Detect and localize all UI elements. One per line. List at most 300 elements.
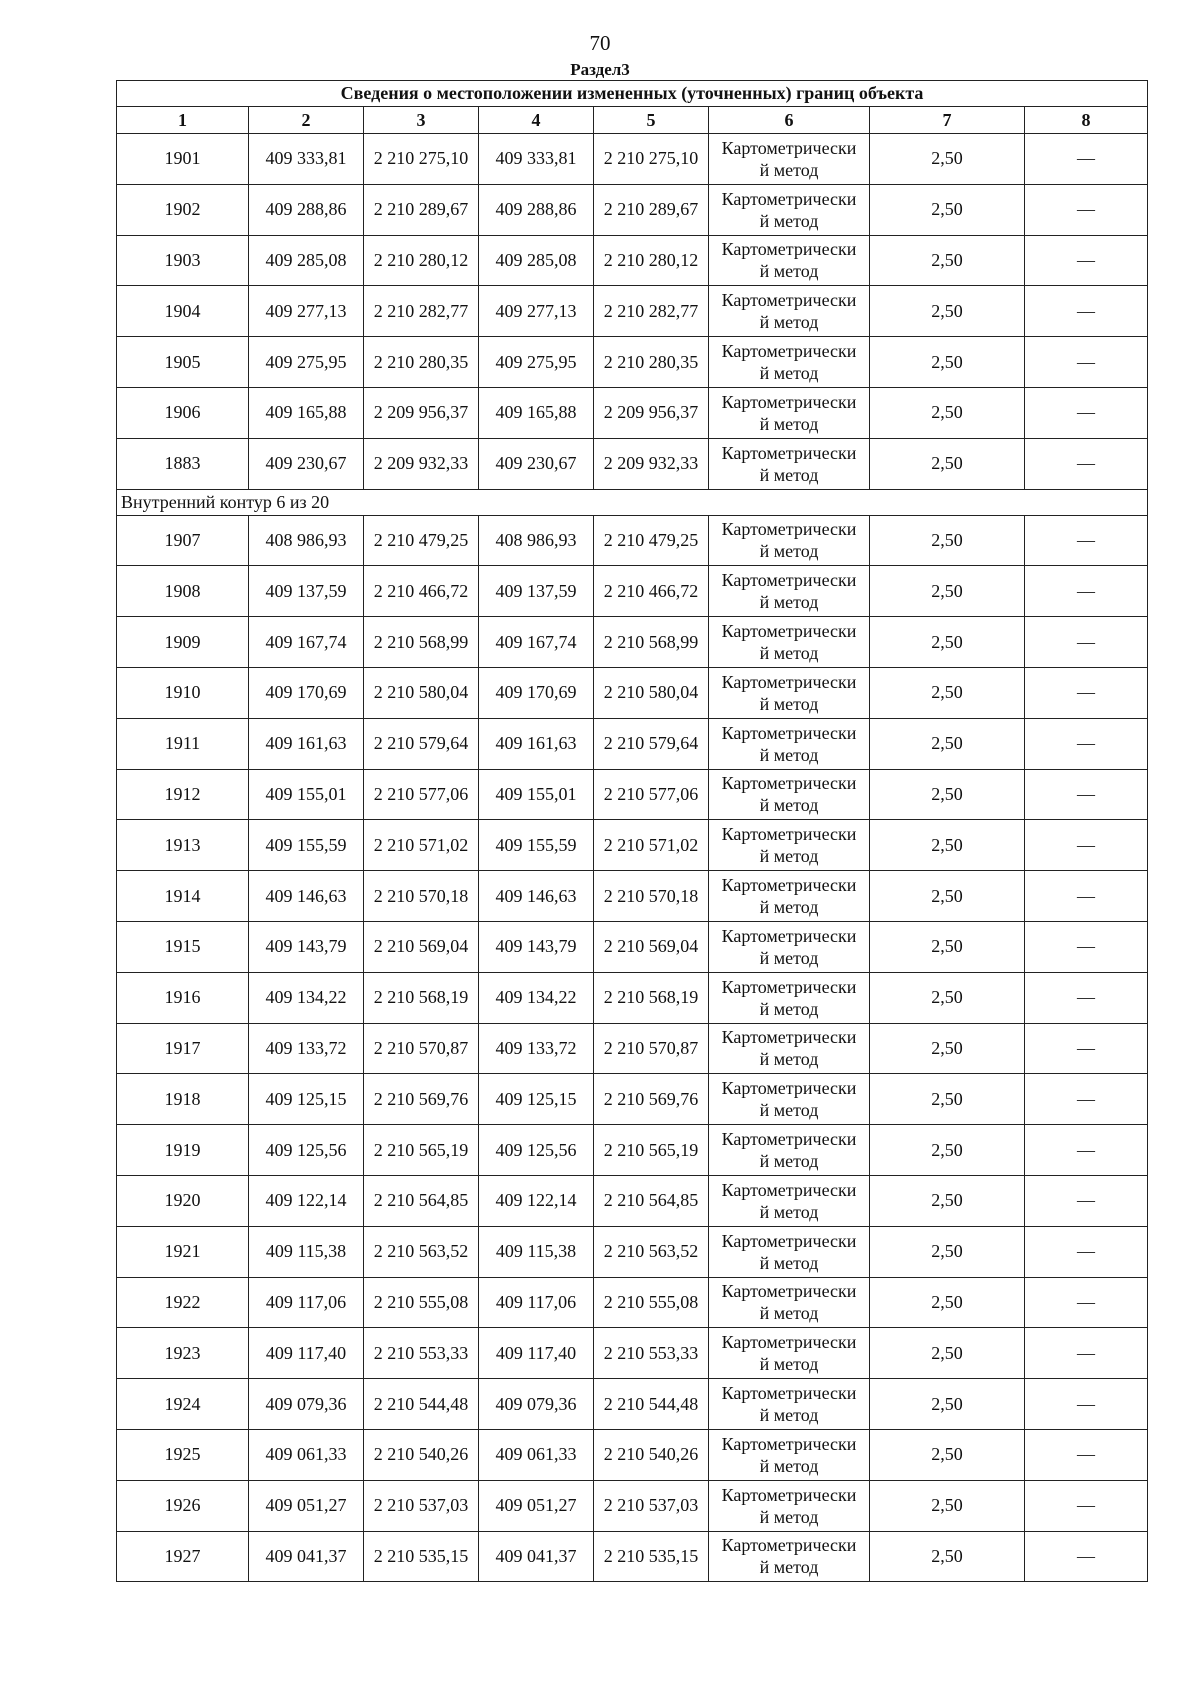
point-number-cell: 1905 <box>117 337 249 388</box>
precision-cell: 2,50 <box>870 515 1025 566</box>
method-cell <box>709 1379 870 1430</box>
method-line-2: й метод <box>759 1201 819 1222</box>
y-new-cell: 2 210 568,19 <box>594 972 709 1023</box>
x-new-cell: 409 117,06 <box>479 1277 594 1328</box>
method-line-2: й метод <box>759 1100 819 1121</box>
x-old-cell: 409 333,81 <box>249 134 364 185</box>
method-line-2: й метод <box>759 1557 819 1578</box>
table-row <box>117 1074 1148 1125</box>
table-row <box>117 921 1148 972</box>
point-number-cell: 1925 <box>117 1429 249 1480</box>
point-number-cell: 1919 <box>117 1125 249 1176</box>
coordinates-table <box>116 80 1148 1582</box>
y-old-cell: 2 210 565,19 <box>364 1125 479 1176</box>
method-cell <box>709 718 870 769</box>
y-old-cell: 2 210 479,25 <box>364 515 479 566</box>
x-new-cell: 409 333,81 <box>479 134 594 185</box>
method-line-1: Картометрически <box>721 188 857 209</box>
y-new-cell: 2 210 571,02 <box>594 820 709 871</box>
method-line-1: Картометрически <box>721 1383 857 1404</box>
contour-row <box>117 489 1148 515</box>
method-line-1: Картометрически <box>721 722 857 743</box>
method-line-2: й метод <box>759 1354 819 1375</box>
y-old-cell: 2 210 280,35 <box>364 337 479 388</box>
method-cell <box>709 566 870 617</box>
precision-cell: 2,50 <box>870 871 1025 922</box>
y-new-cell: 2 210 275,10 <box>594 134 709 185</box>
x-new-cell: 409 041,37 <box>479 1531 594 1582</box>
method-cell <box>709 337 870 388</box>
column-number-1: 1 <box>117 107 249 134</box>
empty-mark-cell: — <box>1025 235 1148 286</box>
y-new-cell: 2 210 555,08 <box>594 1277 709 1328</box>
precision-cell: 2,50 <box>870 617 1025 668</box>
method-cell <box>709 1125 870 1176</box>
y-new-cell: 2 210 565,19 <box>594 1125 709 1176</box>
x-new-cell: 409 230,67 <box>479 438 594 489</box>
x-old-cell: 409 117,06 <box>249 1277 364 1328</box>
y-new-cell: 2 210 280,12 <box>594 235 709 286</box>
empty-mark-cell: — <box>1025 1379 1148 1430</box>
x-old-cell: 409 275,95 <box>249 337 364 388</box>
x-new-cell: 409 155,01 <box>479 769 594 820</box>
precision-cell: 2,50 <box>870 184 1025 235</box>
method-line-2: й метод <box>759 1405 819 1426</box>
y-old-cell: 2 210 579,64 <box>364 718 479 769</box>
x-new-cell: 409 288,86 <box>479 184 594 235</box>
method-line-2: й метод <box>759 1455 819 1476</box>
y-old-cell: 2 210 580,04 <box>364 667 479 718</box>
x-old-cell: 409 170,69 <box>249 667 364 718</box>
x-old-cell: 409 125,15 <box>249 1074 364 1125</box>
method-cell <box>709 1277 870 1328</box>
x-old-cell: 409 167,74 <box>249 617 364 668</box>
empty-mark-cell: — <box>1025 387 1148 438</box>
y-old-cell: 2 210 537,03 <box>364 1480 479 1531</box>
y-old-cell: 2 209 956,37 <box>364 387 479 438</box>
precision-cell: 2,50 <box>870 769 1025 820</box>
method-line-1: Картометрически <box>721 239 857 260</box>
column-number-5: 5 <box>594 107 709 134</box>
method-cell <box>709 921 870 972</box>
x-old-cell: 409 125,56 <box>249 1125 364 1176</box>
x-old-cell: 409 146,63 <box>249 871 364 922</box>
table-row <box>117 515 1148 566</box>
x-new-cell: 409 134,22 <box>479 972 594 1023</box>
x-new-cell: 409 122,14 <box>479 1175 594 1226</box>
table-row <box>117 134 1148 185</box>
x-new-cell: 409 079,36 <box>479 1379 594 1430</box>
method-line-1: Картометрически <box>721 519 857 540</box>
method-cell <box>709 769 870 820</box>
method-line-2: й метод <box>759 643 819 664</box>
y-old-cell: 2 210 569,76 <box>364 1074 479 1125</box>
empty-mark-cell: — <box>1025 515 1148 566</box>
precision-cell: 2,50 <box>870 1175 1025 1226</box>
y-old-cell: 2 210 275,10 <box>364 134 479 185</box>
method-line-2: й метод <box>759 693 819 714</box>
x-old-cell: 409 115,38 <box>249 1226 364 1277</box>
empty-mark-cell: — <box>1025 972 1148 1023</box>
point-number-cell: 1911 <box>117 718 249 769</box>
method-line-2: й метод <box>759 846 819 867</box>
table-row <box>117 1480 1148 1531</box>
point-number-cell: 1908 <box>117 566 249 617</box>
y-new-cell: 2 210 569,76 <box>594 1074 709 1125</box>
point-number-cell: 1913 <box>117 820 249 871</box>
method-cell <box>709 515 870 566</box>
point-number-cell: 1907 <box>117 515 249 566</box>
precision-cell: 2,50 <box>870 1379 1025 1430</box>
x-new-cell: 409 143,79 <box>479 921 594 972</box>
method-line-1: Картометрически <box>721 1230 857 1251</box>
y-new-cell: 2 210 282,77 <box>594 286 709 337</box>
method-cell <box>709 286 870 337</box>
x-new-cell: 409 051,27 <box>479 1480 594 1531</box>
method-line-2: й метод <box>759 541 819 562</box>
x-new-cell: 408 986,93 <box>479 515 594 566</box>
method-cell <box>709 667 870 718</box>
y-new-cell: 2 210 570,18 <box>594 871 709 922</box>
x-new-cell: 409 125,15 <box>479 1074 594 1125</box>
method-cell <box>709 1226 870 1277</box>
method-line-2: й метод <box>759 210 819 231</box>
table-row <box>117 1429 1148 1480</box>
table-row <box>117 1125 1148 1176</box>
table-row <box>117 566 1148 617</box>
y-old-cell: 2 210 577,06 <box>364 769 479 820</box>
method-cell <box>709 1480 870 1531</box>
method-cell <box>709 1429 870 1480</box>
empty-mark-cell: — <box>1025 337 1148 388</box>
y-old-cell: 2 210 280,12 <box>364 235 479 286</box>
x-old-cell: 409 230,67 <box>249 438 364 489</box>
precision-cell: 2,50 <box>870 1125 1025 1176</box>
x-new-cell: 409 125,56 <box>479 1125 594 1176</box>
method-line-2: й метод <box>759 261 819 282</box>
method-cell <box>709 1328 870 1379</box>
page-number: 70 <box>589 31 611 55</box>
x-old-cell: 409 285,08 <box>249 235 364 286</box>
y-new-cell: 2 210 479,25 <box>594 515 709 566</box>
y-old-cell: 2 210 569,04 <box>364 921 479 972</box>
x-new-cell: 409 170,69 <box>479 667 594 718</box>
method-line-2: й метод <box>759 464 819 485</box>
method-cell <box>709 871 870 922</box>
method-line-1: Картометрически <box>721 773 857 794</box>
table-row <box>117 286 1148 337</box>
method-line-1: Картометрически <box>721 925 857 946</box>
y-new-cell: 2 210 537,03 <box>594 1480 709 1531</box>
precision-cell: 2,50 <box>870 667 1025 718</box>
x-new-cell: 409 061,33 <box>479 1429 594 1480</box>
method-line-2: й метод <box>759 363 819 384</box>
method-cell <box>709 387 870 438</box>
point-number-cell: 1918 <box>117 1074 249 1125</box>
precision-cell: 2,50 <box>870 387 1025 438</box>
method-line-1: Картометрически <box>721 1027 857 1048</box>
method-cell <box>709 184 870 235</box>
point-number-cell: 1914 <box>117 871 249 922</box>
method-line-2: й метод <box>759 795 819 816</box>
method-line-1: Картометрически <box>721 391 857 412</box>
method-line-1: Картометрически <box>721 570 857 591</box>
table-row <box>117 667 1148 718</box>
empty-mark-cell: — <box>1025 718 1148 769</box>
y-old-cell: 2 210 555,08 <box>364 1277 479 1328</box>
method-line-1: Картометрически <box>721 1179 857 1200</box>
method-cell <box>709 1531 870 1582</box>
point-number-cell: 1883 <box>117 438 249 489</box>
x-new-cell: 409 167,74 <box>479 617 594 668</box>
point-number-cell: 1920 <box>117 1175 249 1226</box>
precision-cell: 2,50 <box>870 1480 1025 1531</box>
table-row <box>117 1531 1148 1582</box>
method-line-2: й метод <box>759 1303 819 1324</box>
x-old-cell: 409 133,72 <box>249 1023 364 1074</box>
point-number-cell: 1909 <box>117 617 249 668</box>
precision-cell: 2,50 <box>870 820 1025 871</box>
empty-mark-cell: — <box>1025 184 1148 235</box>
point-number-cell: 1915 <box>117 921 249 972</box>
y-old-cell: 2 210 544,48 <box>364 1379 479 1430</box>
y-old-cell: 2 210 535,15 <box>364 1531 479 1582</box>
y-old-cell: 2 210 289,67 <box>364 184 479 235</box>
method-line-2: й метод <box>759 1252 819 1273</box>
table-row <box>117 1379 1148 1430</box>
empty-mark-cell: — <box>1025 1175 1148 1226</box>
x-old-cell: 409 079,36 <box>249 1379 364 1430</box>
x-old-cell: 409 277,13 <box>249 286 364 337</box>
method-line-1: Картометрически <box>721 1281 857 1302</box>
method-line-1: Картометрически <box>721 137 857 158</box>
table-row <box>117 184 1148 235</box>
empty-mark-cell: — <box>1025 921 1148 972</box>
method-line-1: Картометрически <box>721 1078 857 1099</box>
y-new-cell: 2 210 544,48 <box>594 1379 709 1430</box>
empty-mark-cell: — <box>1025 134 1148 185</box>
precision-cell: 2,50 <box>870 134 1025 185</box>
method-line-2: й метод <box>759 1151 819 1172</box>
precision-cell: 2,50 <box>870 566 1025 617</box>
point-number-cell: 1902 <box>117 184 249 235</box>
method-line-1: Картометрически <box>721 1332 857 1353</box>
method-line-1: Картометрически <box>721 671 857 692</box>
x-new-cell: 409 165,88 <box>479 387 594 438</box>
table-row <box>117 972 1148 1023</box>
table-title: Сведения о местоположении измененных (уточненных) границ объекта <box>117 81 1148 107</box>
y-new-cell: 2 210 563,52 <box>594 1226 709 1277</box>
method-line-1: Картометрически <box>721 1484 857 1505</box>
empty-mark-cell: — <box>1025 1328 1148 1379</box>
y-old-cell: 2 210 568,19 <box>364 972 479 1023</box>
empty-mark-cell: — <box>1025 617 1148 668</box>
point-number-cell: 1926 <box>117 1480 249 1531</box>
y-old-cell: 2 210 570,87 <box>364 1023 479 1074</box>
point-number-cell: 1903 <box>117 235 249 286</box>
table-row <box>117 337 1148 388</box>
method-line-1: Картометрически <box>721 1433 857 1454</box>
empty-mark-cell: — <box>1025 1429 1148 1480</box>
x-old-cell: 409 137,59 <box>249 566 364 617</box>
column-number-6: 6 <box>709 107 870 134</box>
y-new-cell: 2 209 956,37 <box>594 387 709 438</box>
precision-cell: 2,50 <box>870 1226 1025 1277</box>
method-line-2: й метод <box>759 159 819 180</box>
column-number-7: 7 <box>870 107 1025 134</box>
point-number-cell: 1917 <box>117 1023 249 1074</box>
empty-mark-cell: — <box>1025 438 1148 489</box>
precision-cell: 2,50 <box>870 718 1025 769</box>
method-line-1: Картометрически <box>721 341 857 362</box>
x-new-cell: 409 155,59 <box>479 820 594 871</box>
method-cell <box>709 235 870 286</box>
method-line-1: Картометрически <box>721 290 857 311</box>
method-line-2: й метод <box>759 897 819 918</box>
precision-cell: 2,50 <box>870 235 1025 286</box>
column-number-8: 8 <box>1025 107 1148 134</box>
table-row <box>117 820 1148 871</box>
empty-mark-cell: — <box>1025 1125 1148 1176</box>
method-line-2: й метод <box>759 592 819 613</box>
empty-mark-cell: — <box>1025 1277 1148 1328</box>
x-old-cell: 409 161,63 <box>249 718 364 769</box>
x-new-cell: 409 117,40 <box>479 1328 594 1379</box>
precision-cell: 2,50 <box>870 972 1025 1023</box>
precision-cell: 2,50 <box>870 1074 1025 1125</box>
y-new-cell: 2 210 568,99 <box>594 617 709 668</box>
method-line-1: Картометрически <box>721 824 857 845</box>
y-new-cell: 2 210 280,35 <box>594 337 709 388</box>
section-label: Раздел3 <box>570 60 630 79</box>
method-cell <box>709 617 870 668</box>
y-new-cell: 2 210 535,15 <box>594 1531 709 1582</box>
point-number-cell: 1921 <box>117 1226 249 1277</box>
method-line-1: Картометрически <box>721 875 857 896</box>
precision-cell: 2,50 <box>870 1277 1025 1328</box>
x-old-cell: 409 117,40 <box>249 1328 364 1379</box>
y-new-cell: 2 209 932,33 <box>594 438 709 489</box>
empty-mark-cell: — <box>1025 566 1148 617</box>
point-number-cell: 1924 <box>117 1379 249 1430</box>
method-line-2: й метод <box>759 998 819 1019</box>
column-number-2: 2 <box>249 107 364 134</box>
table-row <box>117 617 1148 668</box>
x-old-cell: 409 165,88 <box>249 387 364 438</box>
x-old-cell: 409 051,27 <box>249 1480 364 1531</box>
x-old-cell: 409 041,37 <box>249 1531 364 1582</box>
point-number-cell: 1927 <box>117 1531 249 1582</box>
table-row <box>117 1175 1148 1226</box>
method-line-2: й метод <box>759 947 819 968</box>
x-old-cell: 409 155,01 <box>249 769 364 820</box>
x-new-cell: 409 133,72 <box>479 1023 594 1074</box>
y-new-cell: 2 210 580,04 <box>594 667 709 718</box>
method-cell <box>709 1074 870 1125</box>
point-number-cell: 1901 <box>117 134 249 185</box>
x-new-cell: 409 277,13 <box>479 286 594 337</box>
table-row <box>117 1023 1148 1074</box>
method-line-2: й метод <box>759 744 819 765</box>
table-row <box>117 718 1148 769</box>
method-line-1: Картометрически <box>721 621 857 642</box>
method-line-1: Картометрически <box>721 442 857 463</box>
point-number-cell: 1923 <box>117 1328 249 1379</box>
y-new-cell: 2 210 289,67 <box>594 184 709 235</box>
precision-cell: 2,50 <box>870 1328 1025 1379</box>
method-cell <box>709 820 870 871</box>
method-line-1: Картометрически <box>721 1535 857 1556</box>
empty-mark-cell: — <box>1025 667 1148 718</box>
method-line-2: й метод <box>759 1506 819 1527</box>
y-old-cell: 2 210 540,26 <box>364 1429 479 1480</box>
table-body <box>117 81 1148 1582</box>
x-old-cell: 409 122,14 <box>249 1175 364 1226</box>
column-number-3: 3 <box>364 107 479 134</box>
point-number-cell: 1916 <box>117 972 249 1023</box>
table-row <box>117 1328 1148 1379</box>
method-cell <box>709 134 870 185</box>
x-old-cell: 409 143,79 <box>249 921 364 972</box>
x-new-cell: 409 137,59 <box>479 566 594 617</box>
method-cell <box>709 1175 870 1226</box>
x-old-cell: 409 155,59 <box>249 820 364 871</box>
table-row <box>117 769 1148 820</box>
method-cell <box>709 438 870 489</box>
precision-cell: 2,50 <box>870 1429 1025 1480</box>
y-old-cell: 2 210 568,99 <box>364 617 479 668</box>
x-old-cell: 409 288,86 <box>249 184 364 235</box>
method-line-1: Картометрически <box>721 1129 857 1150</box>
x-old-cell: 408 986,93 <box>249 515 364 566</box>
empty-mark-cell: — <box>1025 1023 1148 1074</box>
y-old-cell: 2 210 282,77 <box>364 286 479 337</box>
x-old-cell: 409 134,22 <box>249 972 364 1023</box>
empty-mark-cell: — <box>1025 769 1148 820</box>
precision-cell: 2,50 <box>870 286 1025 337</box>
precision-cell: 2,50 <box>870 921 1025 972</box>
y-old-cell: 2 209 932,33 <box>364 438 479 489</box>
empty-mark-cell: — <box>1025 1226 1148 1277</box>
point-number-cell: 1912 <box>117 769 249 820</box>
method-cell <box>709 1023 870 1074</box>
x-new-cell: 409 146,63 <box>479 871 594 922</box>
y-new-cell: 2 210 570,87 <box>594 1023 709 1074</box>
x-new-cell: 409 275,95 <box>479 337 594 388</box>
precision-cell: 2,50 <box>870 1531 1025 1582</box>
method-cell <box>709 972 870 1023</box>
point-number-cell: 1910 <box>117 667 249 718</box>
column-number-4: 4 <box>479 107 594 134</box>
empty-mark-cell: — <box>1025 1531 1148 1582</box>
table-title-row <box>117 81 1148 107</box>
table-row <box>117 387 1148 438</box>
method-line-1: Картометрически <box>721 976 857 997</box>
table-row <box>117 235 1148 286</box>
empty-mark-cell: — <box>1025 1074 1148 1125</box>
y-new-cell: 2 210 569,04 <box>594 921 709 972</box>
x-new-cell: 409 115,38 <box>479 1226 594 1277</box>
y-old-cell: 2 210 553,33 <box>364 1328 479 1379</box>
y-new-cell: 2 210 466,72 <box>594 566 709 617</box>
y-new-cell: 2 210 564,85 <box>594 1175 709 1226</box>
table-row <box>117 1277 1148 1328</box>
column-number-row <box>117 107 1148 134</box>
y-old-cell: 2 210 571,02 <box>364 820 479 871</box>
method-line-2: й метод <box>759 1049 819 1070</box>
precision-cell: 2,50 <box>870 438 1025 489</box>
y-new-cell: 2 210 540,26 <box>594 1429 709 1480</box>
